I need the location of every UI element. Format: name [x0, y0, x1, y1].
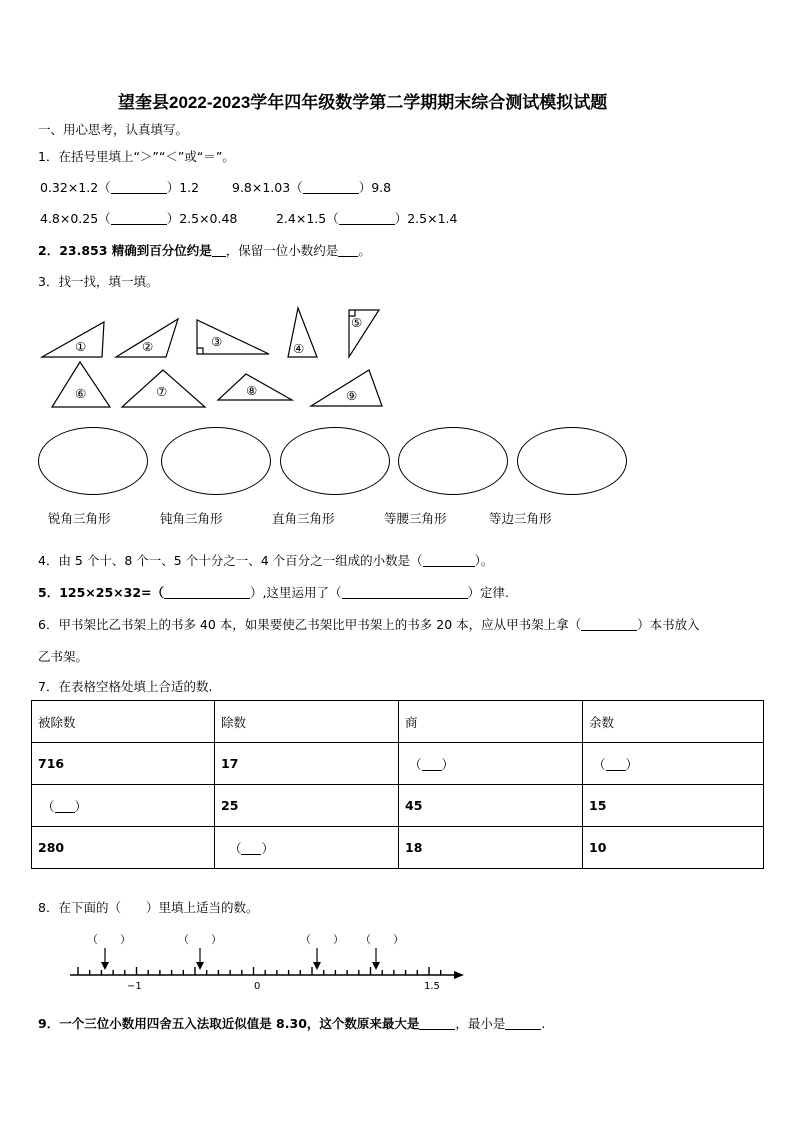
paren-open: （	[408, 756, 422, 772]
tick-label: −1	[127, 981, 142, 992]
answer-ellipse[interactable]	[38, 427, 148, 495]
number-line-paren[interactable]: （ ）	[87, 933, 131, 946]
question-8: 8．在下面的（ ）里填上适当的数。	[38, 900, 259, 915]
paren-close: ）	[625, 756, 639, 772]
q1-row1-a	[40, 178, 199, 196]
paren-close: ）	[261, 840, 274, 856]
table-cell: 716	[32, 743, 215, 785]
paren-open: （	[41, 798, 55, 814]
question-6	[38, 615, 700, 633]
category-label: 钝角三角形	[160, 511, 223, 526]
answer-blank[interactable]	[111, 212, 167, 225]
q2-text: ，保留一位小数约是	[225, 243, 339, 258]
q9-text: .	[541, 1016, 546, 1031]
q2-text: 2．23.853 精确到百分位约是	[38, 243, 212, 258]
triangle-1	[42, 322, 104, 357]
answer-blank[interactable]	[55, 801, 75, 813]
tick-label: 0	[254, 981, 261, 992]
table-header-cell: 商	[399, 701, 583, 743]
answer-ellipse[interactable]	[161, 427, 271, 495]
pointer-arrowhead	[372, 962, 380, 970]
question-3: 3．找一找，填一填。	[38, 274, 159, 289]
answer-blank[interactable]	[111, 181, 167, 194]
answer-blank[interactable]	[422, 759, 442, 771]
q1-expr: ）9.8	[358, 180, 392, 195]
q6-text: 6．甲书架比乙书架上的书多 40 本，如果要使乙书架比甲书架上的书多 20 本，应从甲书架上拿（	[38, 617, 582, 632]
answer-blank[interactable]	[241, 843, 261, 855]
q1-row2-a	[40, 209, 237, 227]
table-header-cell: 被除数	[32, 701, 215, 743]
triangle-label: ⑤	[351, 315, 363, 330]
question-2	[38, 241, 371, 259]
table-cell: 17	[215, 743, 399, 785]
table-cell: 45	[399, 785, 583, 827]
question-7: 7．在表格空格处填上合适的数.	[38, 679, 213, 694]
q5-text: 5．125×25×32=（	[38, 585, 165, 600]
table-cell-blank[interactable]	[215, 827, 399, 869]
triangle-label: ③	[211, 334, 223, 349]
q5-text: ）定律.	[467, 585, 509, 600]
category-label: 等边三角形	[489, 511, 552, 526]
answer-blank[interactable]	[581, 618, 637, 631]
table-cell-blank[interactable]	[32, 785, 215, 827]
q1-row2-b	[276, 209, 457, 227]
right-angle-mark	[197, 348, 203, 354]
table-cell: 10	[583, 827, 764, 869]
division-table	[31, 700, 764, 869]
paren-close: ）	[441, 756, 455, 772]
table-header-cell: 余数	[583, 701, 764, 743]
answer-blank[interactable]	[338, 244, 358, 257]
page-title: 望奎县2022-2023学年四年级数学第二学期期末综合测试模拟试题	[118, 93, 608, 112]
q1-row1-b	[232, 178, 391, 196]
table-cell: 25	[215, 785, 399, 827]
question-4	[38, 551, 493, 569]
table-header-row	[32, 701, 764, 743]
q1-expr: 9.8×1.03（	[232, 180, 303, 195]
paren-close: ）	[74, 798, 88, 814]
table-cell-blank[interactable]	[583, 743, 764, 785]
pointer-arrowhead	[101, 962, 109, 970]
triangle-label: ⑥	[75, 386, 87, 401]
tick-label: 1.5	[424, 981, 440, 992]
triangle-label: ①	[75, 339, 87, 354]
question-1: 1．在括号里填上“＞”“＜”或“＝”。	[38, 149, 235, 164]
answer-blank[interactable]	[339, 212, 395, 225]
table-header-cell: 除数	[215, 701, 399, 743]
answer-blank[interactable]	[212, 244, 226, 257]
answer-ellipse[interactable]	[398, 427, 508, 495]
table-cell: 280	[32, 827, 215, 869]
q1-expr: ）2.5×0.48	[166, 211, 238, 226]
q9-text: 9．一个三位小数用四舍五入法取近似值是 8.30，这个数原来最大是	[38, 1016, 420, 1031]
q5-text: ）,这里运用了（	[250, 585, 342, 600]
answer-blank[interactable]	[303, 181, 359, 194]
q1-expr: ）1.2	[166, 180, 200, 195]
q6-text: ）本书放入	[637, 617, 700, 632]
q1-expr: ）2.5×1.4	[394, 211, 458, 226]
axis-arrowhead	[454, 971, 464, 979]
triangle-figures	[36, 302, 436, 412]
triangle-label: ⑧	[246, 383, 258, 398]
answer-blank[interactable]	[342, 586, 468, 599]
category-label: 等腰三角形	[384, 511, 447, 526]
answer-blank[interactable]	[505, 1017, 541, 1030]
question-9	[38, 1014, 545, 1032]
table-row	[32, 743, 764, 785]
answer-blank[interactable]	[164, 586, 250, 599]
paren-open: （	[592, 756, 606, 772]
table-row	[32, 827, 764, 869]
pointer-arrowhead	[196, 962, 204, 970]
triangle-label: ⑨	[346, 388, 358, 403]
answer-blank[interactable]	[419, 1017, 455, 1030]
triangle-label: ②	[142, 339, 154, 354]
question-5	[38, 583, 509, 601]
number-line-paren[interactable]: （ ）	[178, 933, 222, 946]
q9-text: ，最小是	[455, 1016, 506, 1031]
q1-expr: 2.4×1.5（	[276, 211, 339, 226]
table-row	[32, 785, 764, 827]
triangle-3	[197, 320, 269, 354]
triangle-label: ⑦	[156, 384, 168, 399]
category-label: 直角三角形	[272, 511, 335, 526]
pointer-arrowhead	[313, 962, 321, 970]
triangle-label: ④	[293, 341, 305, 356]
q1-expr: 0.32×1.2（	[40, 180, 111, 195]
section-heading: 一、用心思考，认真填写。	[38, 122, 189, 137]
paren-open: （	[228, 840, 242, 856]
answer-blank[interactable]	[606, 759, 626, 771]
q4-text: 4．由 5 个十、8 个一、5 个十分之一、4 个百分之一组成的小数是（	[38, 553, 423, 568]
number-line-paren[interactable]: （ ）	[360, 933, 404, 946]
table-cell-blank[interactable]	[399, 743, 583, 785]
table-cell: 15	[583, 785, 764, 827]
q4-text: ）。	[474, 553, 494, 568]
q1-expr: 4.8×0.25（	[40, 211, 111, 226]
answer-ellipse[interactable]	[517, 427, 627, 495]
answer-ellipse[interactable]	[280, 427, 390, 495]
table-cell: 18	[399, 827, 583, 869]
answer-blank[interactable]	[423, 554, 475, 567]
question-6-line2: 乙书架。	[38, 649, 89, 664]
category-label: 锐角三角形	[48, 511, 111, 526]
number-line-paren[interactable]: （ ）	[300, 933, 344, 946]
q2-text: 。	[358, 243, 371, 258]
number-line	[66, 945, 466, 985]
